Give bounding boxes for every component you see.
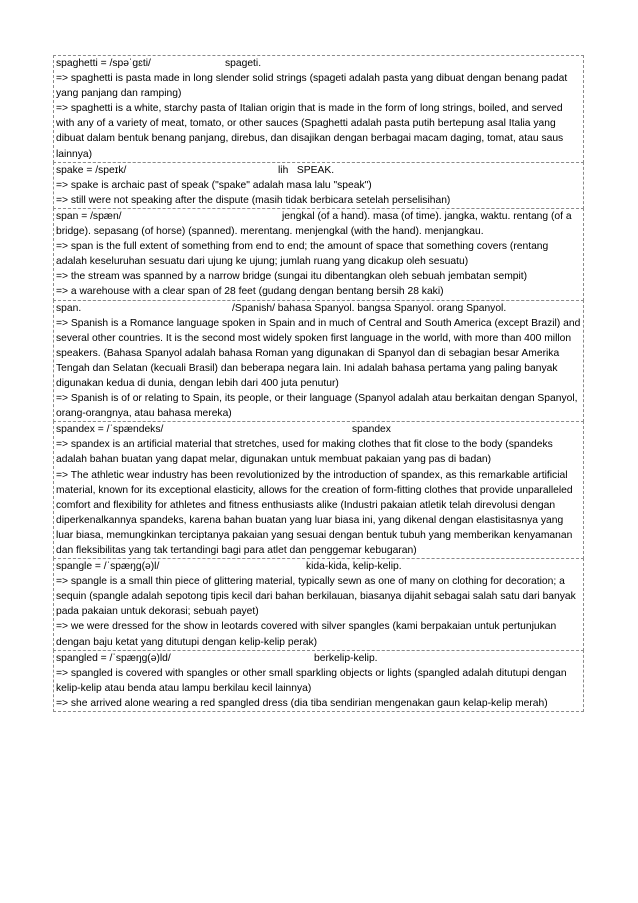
- example-line: => spaghetti is pasta made in long slender solid strings (spageti adalah pasta yang dibuat dengan benang padat yang panjang dan ramping): [56, 73, 568, 100]
- translation: berkelip-kelip.: [314, 652, 378, 664]
- headword-pronunciation: spake = /speɪk/: [56, 164, 127, 176]
- dictionary-document: [53, 56, 584, 712]
- example-line: => spangle is a small thin piece of glittering material, typically sewn as one of many on clothing for decoration; a sequin (spangle adalah sepotong tipis kecil dari bahan berkilauan, biasanya dijahit sebagai salah satu dari banyak pada pakaian untuk dekorasi; sebuah payet): [56, 576, 576, 618]
- example-line: => still were not speaking after the dispute (masih tidak berbicara setelah perselisihan): [56, 194, 451, 206]
- example-line: => spangled is covered with spangles or other small sparkling objects or lights (spangled adalah ditutupi dengan kelip-kelip atau benda atau lampu berkilau kecil lainnya): [56, 667, 567, 694]
- entry-headline: [56, 301, 581, 316]
- translation: /Spanish/ bahasa Spanyol. bangsa Spanyol. orang Spanyol.: [232, 302, 507, 314]
- translation: spandex: [352, 424, 391, 436]
- headword-pronunciation: spangled = /ˈspæŋɡ(ə)ld/: [56, 652, 171, 664]
- example-line: => Spanish is of or relating to Spain, its people, or their language (Spanyol adalah atau berkaitan dengan Spanyol, orang-orangnya, atau bahasa mereka): [56, 393, 578, 420]
- example-line: => The athletic wear industry has been revolutionized by the introduction of spandex, as this remarkable artificial material, known for its exceptional elasticity, allows for the creation of form-fitting clothes that provide unparalleled comfort and flexibility for athletes and fitness enthusiasts alike (Industri pakaian atletik telah direvolusi dengan diperkenalkannya spandeks, karena bahan buatan yang luar biasa ini, yang dikenal dengan elastisitasnya yang luar biasa, memungkinkan terciptanya pakaian yang sesuai dengan bentuk tubuh yang memberikan kenyamanan dan fleksibilitas yang tak tertandingi bagi para atlet dan penggemar kebugaran): [56, 469, 573, 556]
- headword-pronunciation: span = /spæn/: [56, 210, 122, 222]
- example-line: => spaghetti is a white, starchy pasta of Italian origin that is made in the form of long strings, boiled, and served with any of a variety of meat, tomato, or other sauces (Spaghetti adalah pasta putih bertepung asal Italia yang dibuat dalam bentuk benang panjang, direbus, dan disajikan dengan berbagai macam daging, tomat, atau saus lainnya): [56, 103, 564, 160]
- entry-headline: [56, 651, 581, 666]
- entry-spake: [53, 162, 584, 209]
- headword-pronunciation: spangle = /ˈspæŋɡ(ə)l/: [56, 561, 160, 573]
- translation: kida-kida, kelip-kelip.: [306, 561, 402, 573]
- entry-spangle: [53, 558, 584, 651]
- example-line: => span is the full extent of something from end to end; the amount of space that something covers (rentang adalah keseluruhan sesuatu dari ujung ke ujung; jumlah ruang yang dicakup oleh sesuatu): [56, 241, 549, 268]
- entry-spandex: [53, 421, 584, 559]
- entry-headline: [56, 422, 581, 437]
- example-line: => we were dressed for the show in leotards covered with silver spangles (kami berpakaian untuk pertunjukan dengan baju ketat yang ditutupi dengan kelip-kelip perak): [56, 621, 557, 648]
- translation: lih SPEAK.: [278, 164, 335, 176]
- entry-headline: [56, 163, 581, 178]
- example-line: => the stream was spanned by a narrow bridge (sungai itu dibentangkan oleh sebuah jembatan sempit): [56, 271, 528, 283]
- headword-pronunciation: spaghetti = /spəˈɡɛti/: [56, 58, 151, 69]
- translation: jengkal (of a hand). masa (of time). jangka, waktu. rentang (of a bridge). sepasang (of horse) (spanned). merentang. menjengkal (with the hand). menjangkau.: [56, 210, 572, 238]
- example-line: => she arrived alone wearing a red spangled dress (dia tiba sendirian mengenakan gaun kelap-kelip merah): [56, 697, 548, 709]
- headword-pronunciation: span.: [56, 302, 82, 314]
- entry-headline: [56, 559, 581, 574]
- entry-spanish: [53, 300, 584, 423]
- entry-span: [53, 208, 584, 301]
- entry-spangled: [53, 650, 584, 712]
- entry-spaghetti: [53, 55, 584, 163]
- example-line: => spake is archaic past of speak ("spake" adalah masa lalu "speak"): [56, 179, 372, 191]
- entry-headline: [56, 56, 581, 71]
- translation: spageti.: [225, 58, 262, 69]
- example-line: => Spanish is a Romance language spoken in Spain and in much of Central and South America (except Brazil) and several other countries. It is the second most widely spoken first language in the world, with more than 400 millon speakers. (Bahasa Spanyol adalah bahasa Roman yang digunakan di Spanyol dan di sebagian besar Amerika Tengah dan Selatan (kecuali Brasil) dan beberapa negara lain. Ini adalah bahasa pertama yang paling banyak digunakan kedua di dunia, dengan lebih dari 400 juta penutur): [56, 317, 581, 389]
- example-line: => a warehouse with a clear span of 28 feet (gudang dengan bentang bersih 28 kaki): [56, 286, 444, 298]
- headword-pronunciation: spandex = /ˈspændeks/: [56, 424, 164, 436]
- example-line: => spandex is an artificial material that stretches, used for making clothes that fit close to the body (spandeks adalah bahan buatan yang dapat melar, digunakan untuk membuat pakaian yang pas di badan): [56, 439, 553, 466]
